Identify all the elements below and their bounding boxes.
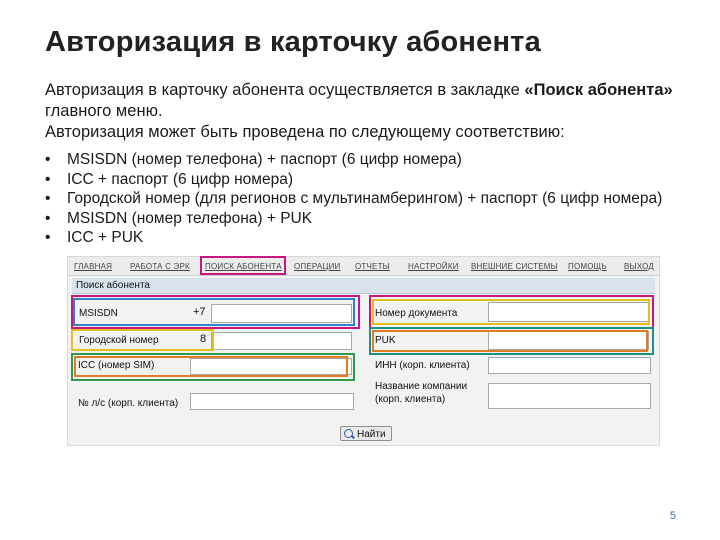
intro-line-1-bold: «Поиск абонента»: [524, 81, 673, 99]
menu-item-reports[interactable]: ОТЧЕТЫ: [355, 262, 390, 271]
city-number-prefix: 8: [200, 333, 207, 345]
intro-line-2: Авторизация может быть проведена по следующему соответствию:: [45, 123, 565, 141]
bullet-item: • ICC + паспорт (6 цифр номера): [45, 170, 662, 190]
account-number-label: № л/с (корп. клиента): [78, 398, 179, 409]
icc-label: ICC (номер SIM): [78, 360, 155, 371]
menu-item-erk[interactable]: РАБОТА С ЭРК: [130, 262, 190, 271]
section-title: Поиск абонента: [76, 280, 150, 291]
company-name-input[interactable]: [488, 383, 651, 409]
menu-item-search-subscriber[interactable]: ПОИСК АБОНЕНТА: [205, 262, 282, 271]
search-icon: [344, 429, 353, 438]
bullet-item: • ICC + PUK: [45, 228, 662, 248]
intro-text: [45, 80, 695, 143]
document-number-input[interactable]: [488, 302, 649, 322]
section-header: [72, 278, 655, 294]
menu-item-settings[interactable]: НАСТРОЙКИ: [408, 262, 459, 271]
city-number-label: Городской номер: [79, 335, 159, 346]
msisdn-input[interactable]: [211, 304, 352, 323]
app-screenshot: [67, 256, 660, 446]
menu-item-home[interactable]: ГЛАВНАЯ: [74, 262, 113, 271]
bullet-item: • Городской номер (для регионов с мультинамберингом) + паспорт (6 цифр номера): [45, 189, 662, 209]
find-button-label: Найти: [357, 429, 386, 440]
main-menu: [68, 257, 659, 276]
bullet-list: [45, 150, 662, 248]
menu-item-external-systems[interactable]: ВНЕШНИЕ СИСТЕМЫ: [471, 262, 558, 271]
intro-line-1-end: главного меню.: [45, 102, 163, 120]
icc-input[interactable]: [190, 358, 352, 375]
bullet-item: • MSISDN (номер телефона) + паспорт (6 цифр номера): [45, 150, 662, 170]
menu-item-operations[interactable]: ОПЕРАЦИИ: [294, 262, 341, 271]
puk-input[interactable]: [488, 331, 649, 350]
slide-title: Авторизация в карточку абонента: [45, 26, 541, 58]
puk-label: PUK: [375, 335, 396, 346]
intro-line-1: [45, 80, 695, 122]
msisdn-label: MSISDN: [79, 308, 118, 319]
city-number-input[interactable]: [211, 332, 352, 350]
company-name-label-sub: (корп. клиента): [375, 394, 446, 405]
msisdn-prefix: +7: [193, 306, 206, 318]
document-number-label: Номер документа: [375, 308, 458, 319]
page-number: 5: [669, 510, 676, 522]
menu-item-exit[interactable]: ВЫХОД: [624, 262, 654, 271]
account-number-input[interactable]: [190, 393, 354, 410]
company-name-label: Название компании: [375, 381, 468, 392]
inn-label: ИНН (корп. клиента): [375, 360, 470, 371]
bullet-item: • MSISDN (номер телефона) + PUK: [45, 209, 662, 229]
menu-item-help[interactable]: ПОМОЩЬ: [568, 262, 607, 271]
intro-line-1-text: Авторизация в карточку абонента осуществляется в закладке: [45, 81, 525, 99]
inn-input[interactable]: [488, 357, 651, 374]
find-button[interactable]: [340, 426, 392, 441]
